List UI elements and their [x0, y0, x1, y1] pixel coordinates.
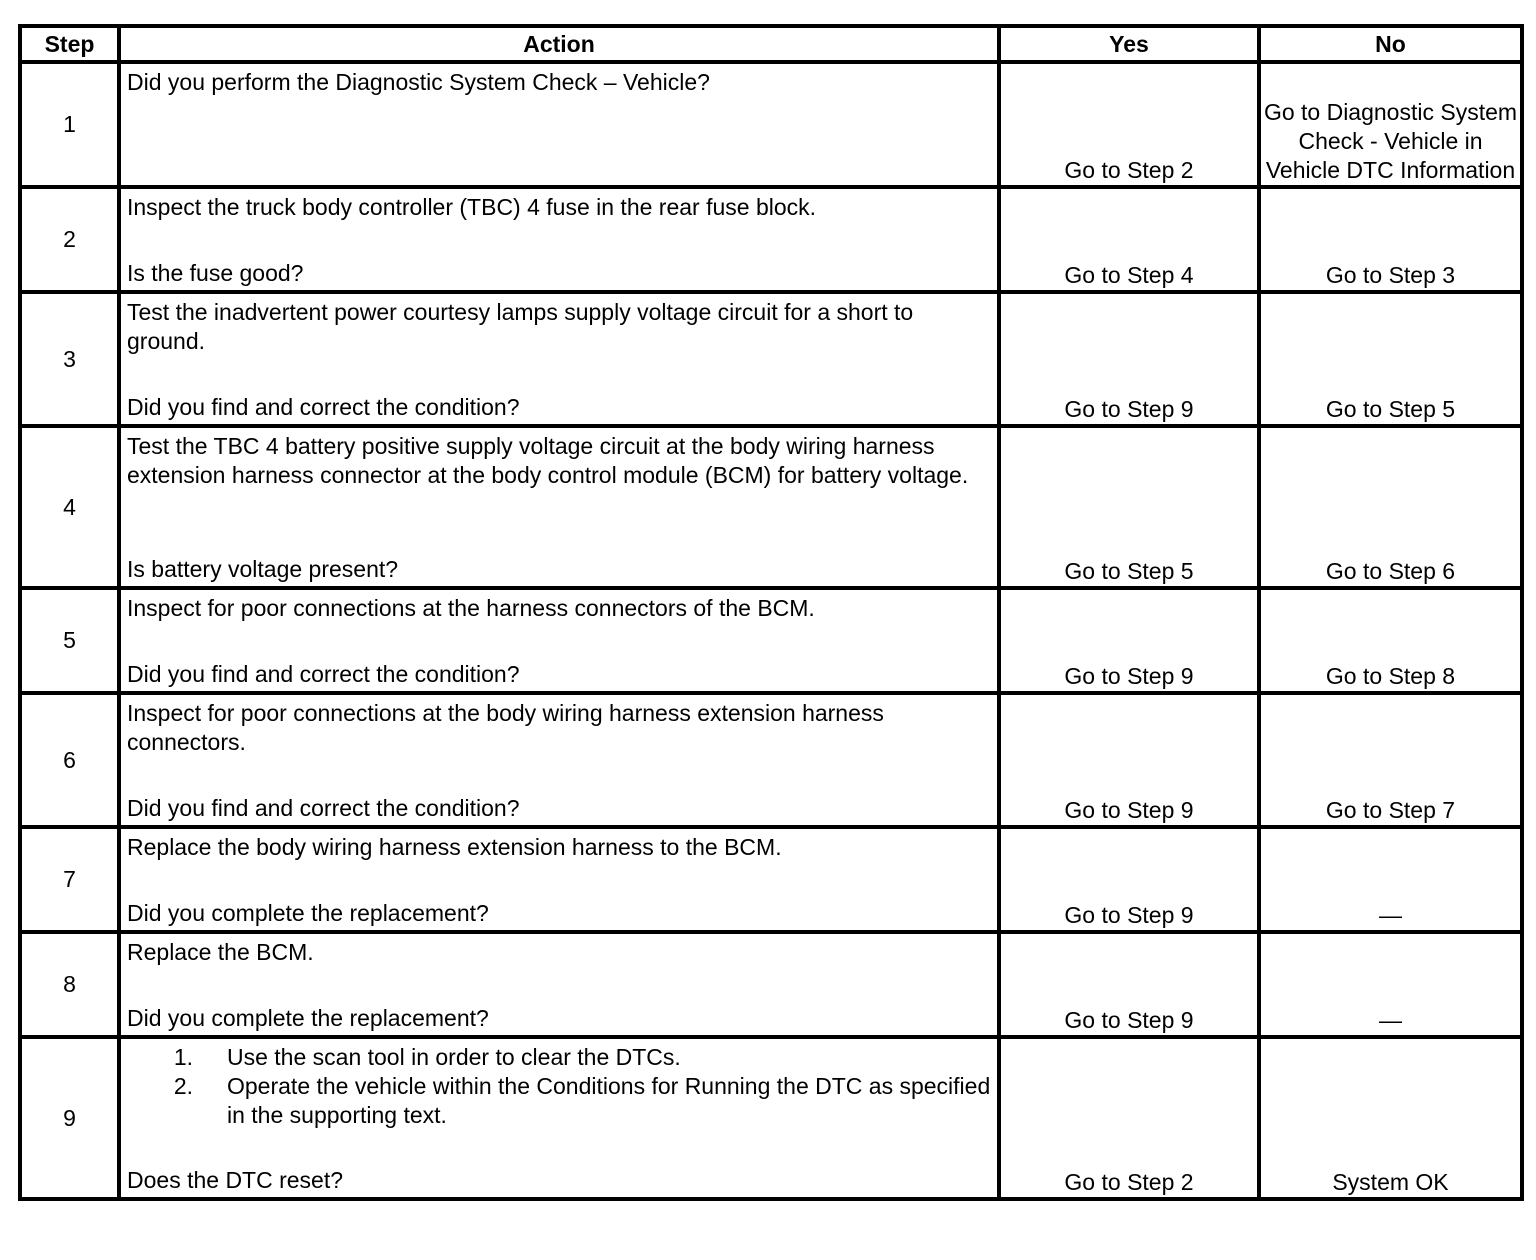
list-item-number: 2.	[173, 1073, 193, 1099]
action-question: Is battery voltage present?	[127, 556, 399, 582]
action-question: Is the fuse good?	[127, 260, 304, 286]
action-cell	[119, 693, 999, 827]
no-result: Go to Diagnostic System Check - Vehicle in Vehicle DTC Information	[1259, 62, 1522, 187]
no-result: Go to Step 8	[1259, 588, 1522, 693]
yes-result: Go to Step 9	[999, 693, 1259, 827]
no-result: Go to Step 3	[1259, 187, 1522, 292]
action-cell	[119, 827, 999, 932]
table-row	[20, 693, 1522, 827]
action-text: Test the inadvertent power courtesy lamps supply voltage circuit for a short to ground.	[127, 299, 914, 354]
action-question: Did you complete the replacement?	[127, 900, 489, 926]
list-item-number: 1.	[173, 1044, 193, 1070]
action-content	[121, 829, 997, 930]
action-text: Did you perform the Diagnostic System Check – Vehicle?	[127, 69, 710, 95]
diagnostic-table	[18, 24, 1524, 1201]
action-question: Did you find and correct the condition?	[127, 795, 520, 821]
header-step: Step	[20, 26, 119, 62]
header-no: No	[1259, 26, 1522, 62]
step-number: 7	[20, 827, 119, 932]
step-number: 5	[20, 588, 119, 693]
action-content	[121, 590, 997, 691]
action-text: Test the TBC 4 battery positive supply voltage circuit at the body wiring harness extension harness connector at the body control module (BCM) for battery voltage.	[127, 433, 969, 488]
no-result: —	[1259, 932, 1522, 1037]
yes-result: Go to Step 4	[999, 187, 1259, 292]
action-cell	[119, 426, 999, 588]
table-row	[20, 426, 1522, 588]
table-row	[20, 62, 1522, 187]
list-item	[127, 1043, 991, 1072]
action-content	[121, 695, 997, 825]
action-steps-list	[127, 1043, 991, 1130]
table-row	[20, 292, 1522, 426]
list-item	[127, 1072, 991, 1130]
no-result: Go to Step 6	[1259, 426, 1522, 588]
table-row	[20, 932, 1522, 1037]
yes-result: Go to Step 9	[999, 292, 1259, 426]
yes-result: Go to Step 5	[999, 426, 1259, 588]
table-row	[20, 827, 1522, 932]
no-result: Go to Step 7	[1259, 693, 1522, 827]
action-content	[121, 428, 997, 586]
action-cell	[119, 932, 999, 1037]
list-item-text: Use the scan tool in order to clear the DTCs.	[227, 1044, 681, 1070]
action-text: Replace the BCM.	[127, 939, 314, 965]
action-content	[121, 64, 997, 185]
action-instruction	[127, 699, 991, 757]
action-content	[121, 1039, 997, 1197]
action-instruction	[127, 298, 991, 356]
header-row	[20, 26, 1522, 62]
action-instruction	[127, 432, 991, 490]
table-row	[20, 1037, 1522, 1199]
step-number: 8	[20, 932, 119, 1037]
action-question: Did you find and correct the condition?	[127, 394, 520, 420]
header-yes: Yes	[999, 26, 1259, 62]
yes-result: Go to Step 9	[999, 932, 1259, 1037]
action-cell	[119, 292, 999, 426]
action-instruction	[127, 833, 991, 862]
action-text: Inspect the truck body controller (TBC) 4 fuse in the rear fuse block.	[127, 194, 817, 220]
action-instruction	[127, 68, 991, 97]
action-question: Did you complete the replacement?	[127, 1005, 489, 1031]
list-item-text: Operate the vehicle within the Conditions for Running the DTC as specified in the supporting text.	[227, 1073, 991, 1128]
action-question: Did you find and correct the condition?	[127, 661, 520, 687]
step-number: 6	[20, 693, 119, 827]
action-cell	[119, 187, 999, 292]
action-text: Inspect for poor connections at the harness connectors of the BCM.	[127, 595, 815, 621]
action-content	[121, 934, 997, 1035]
action-instruction	[127, 193, 991, 222]
no-result: Go to Step 5	[1259, 292, 1522, 426]
action-question: Does the DTC reset?	[127, 1167, 344, 1193]
yes-result: Go to Step 2	[999, 62, 1259, 187]
step-number: 9	[20, 1037, 119, 1199]
header-action: Action	[119, 26, 999, 62]
action-cell	[119, 62, 999, 187]
yes-result: Go to Step 9	[999, 588, 1259, 693]
table-row	[20, 588, 1522, 693]
action-cell	[119, 1037, 999, 1199]
step-number: 4	[20, 426, 119, 588]
step-number: 3	[20, 292, 119, 426]
yes-result: Go to Step 2	[999, 1037, 1259, 1199]
action-text: Inspect for poor connections at the body wiring harness extension harness connectors.	[127, 700, 884, 755]
action-content	[121, 189, 997, 290]
action-text: Replace the body wiring harness extension harness to the BCM.	[127, 834, 782, 860]
table-row	[20, 187, 1522, 292]
action-instruction	[127, 594, 991, 623]
action-content	[121, 294, 997, 424]
step-number: 1	[20, 62, 119, 187]
action-cell	[119, 588, 999, 693]
no-result: System OK	[1259, 1037, 1522, 1199]
action-instruction	[127, 938, 991, 967]
no-result: —	[1259, 827, 1522, 932]
yes-result: Go to Step 9	[999, 827, 1259, 932]
action-instruction	[127, 1043, 991, 1130]
step-number: 2	[20, 187, 119, 292]
